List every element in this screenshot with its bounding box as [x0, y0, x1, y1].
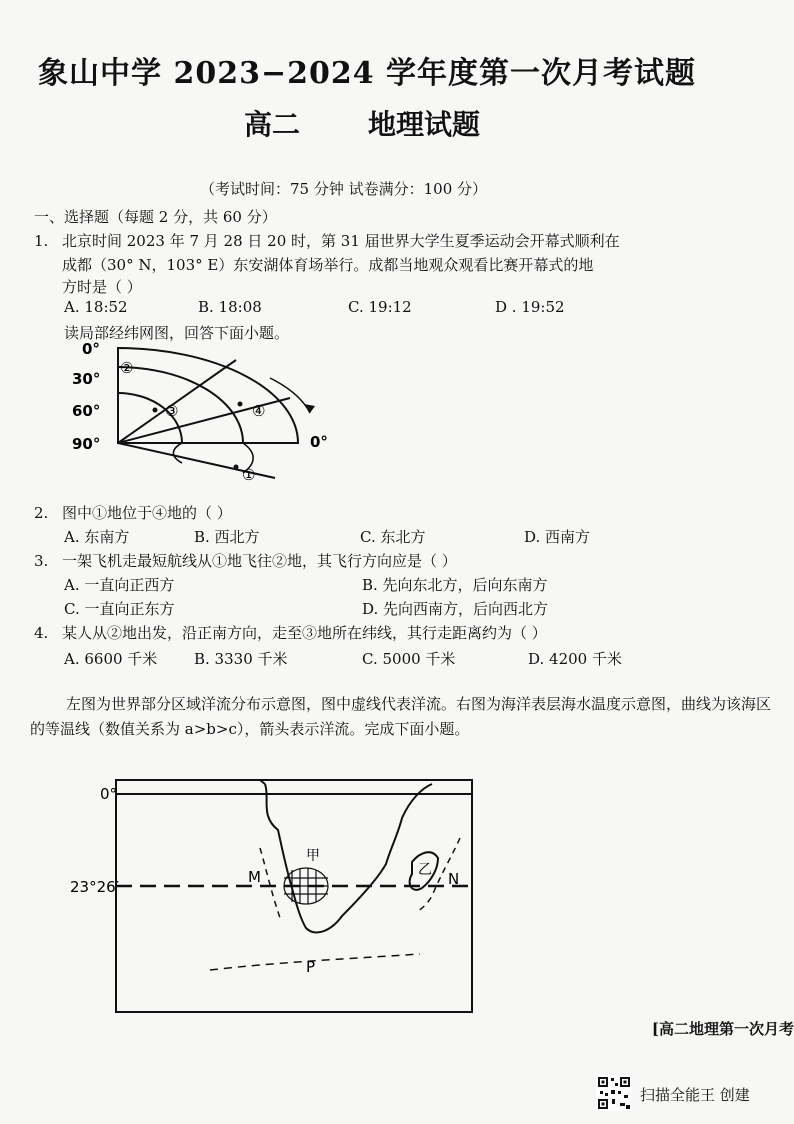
question-3 [34, 550, 457, 571]
question-number: 2. [34, 504, 49, 522]
question-1 [34, 230, 620, 251]
point-4-dot [238, 402, 243, 407]
qr-code-icon [596, 1075, 632, 1111]
question-2 [34, 502, 232, 523]
lat-label-tropic: 23°26′ [70, 878, 120, 896]
point-4-label: ④ [252, 402, 266, 420]
hatched-area [284, 868, 328, 904]
point-3-dot [153, 408, 158, 413]
q3-option-c: C. 一直向正东方 [64, 600, 175, 618]
question-text-line2: 成都（30° N，103° E）东安湖体育场举行。成都当地观众观看比赛开幕式的地 [62, 256, 594, 274]
passage-2: 左图为世界部分区域洋流分布示意图，图中虚线代表洋流。右图为海洋表层海水温度示意图，曲线为该海区的等温线（数值关系为 a>b>c），箭头表示洋流。完成下面小题。 [30, 695, 772, 738]
map1-intro: 读局部经纬网图，回答下面小题。 [64, 324, 290, 342]
question-4 [34, 622, 547, 643]
question-text-line3: 方时是（ ） [62, 278, 142, 296]
lon-label-0: 0° [310, 433, 328, 451]
question-number: 3. [34, 552, 49, 570]
q1-option-b: B. 18:08 [198, 298, 262, 316]
section-heading: 一、选择题（每题 2 分，共 60 分） [34, 208, 277, 226]
label-M: M [248, 868, 261, 886]
label-P: P [306, 958, 316, 976]
ocean-current-map [60, 778, 480, 1018]
q1-option-a: A. 18:52 [64, 298, 128, 316]
q1-option-d: D . 19:52 [495, 298, 565, 316]
question-number: 1. [34, 232, 49, 250]
q3-option-a: A. 一直向正西方 [64, 576, 175, 594]
rotation-arrow-line [270, 378, 310, 413]
lat-label-equator: 0° [100, 785, 118, 803]
q2-option-a: A. 东南方 [64, 528, 130, 546]
question-text: 图中①地位于④地的（ ） [62, 504, 232, 522]
q2-option-b: B. 西北方 [194, 528, 260, 546]
q3-option-d: D. 先向西南方，后向西北方 [362, 600, 549, 618]
lat-label-60: 60° [72, 402, 101, 420]
lat-label-30: 30° [72, 370, 101, 388]
subject-label: 地理试题 [368, 108, 481, 141]
question-number: 4. [34, 624, 49, 642]
lat-label-90: 90° [72, 435, 101, 453]
scanner-watermark: 扫描全能王 创建 [640, 1086, 750, 1104]
q2-option-d: D. 西南方 [524, 528, 591, 546]
point-3-label: ③ [165, 402, 179, 420]
q4-option-a: A. 6600 千米 [64, 650, 158, 668]
question-text: 某人从②地出发，沿正南方向，走至③地所在纬线，其行走距离约为（ ） [62, 624, 547, 642]
label-jia: 甲 [306, 848, 320, 864]
point-2-label: ② [120, 359, 134, 377]
q3-option-b: B. 先向东北方，后向东南方 [362, 576, 548, 594]
page-footer-tag: [高二地理第一次月考 [651, 1020, 794, 1038]
lat-lon-grid-map [60, 338, 360, 488]
q2-option-c: C. 东北方 [360, 528, 426, 546]
q4-option-b: B. 3330 千米 [194, 650, 288, 668]
question-text-line1: 北京时间 2023 年 7 月 28 日 20 时，第 31 届世界大学生夏季运动会开幕式顺利在 [62, 232, 620, 250]
exam-subtitle [244, 103, 480, 143]
point-1-dot [234, 465, 239, 470]
q1-option-c: C. 19:12 [348, 298, 412, 316]
grade-label: 高二 [244, 108, 301, 141]
label-N: N [448, 870, 460, 888]
label-yi: 乙 [418, 862, 432, 878]
exam-info: （考试时间：75 分钟 试卷满分：100 分） [200, 180, 488, 198]
map-outer-boundary [118, 348, 298, 443]
parallel-arc-inner [173, 443, 182, 463]
q4-option-d: D. 4200 千米 [528, 650, 622, 668]
rotation-arrowhead [304, 404, 315, 413]
current-M [260, 848, 280, 918]
point-1-label: ① [242, 466, 256, 484]
africa-coastline [265, 784, 432, 932]
q4-option-c: C. 5000 千米 [362, 650, 456, 668]
exam-title: 象山中学 2023−2024 学年度第一次月考试题 [38, 56, 697, 91]
lat-label-0: 0° [82, 340, 100, 358]
question-text: 一架飞机走最短航线从①地飞往②地，其飞行方向应是（ ） [62, 552, 457, 570]
